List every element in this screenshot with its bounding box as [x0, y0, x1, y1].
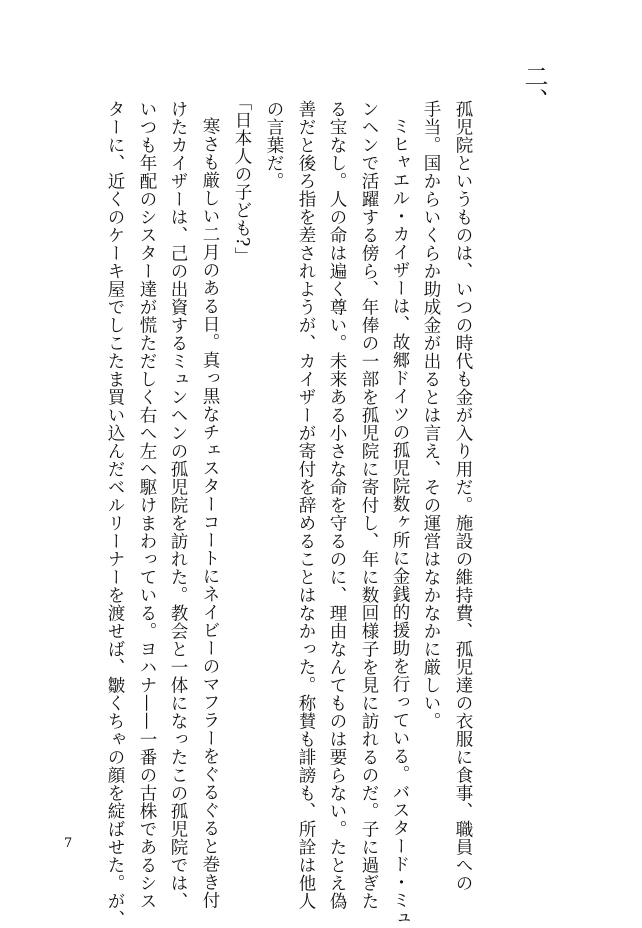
chapter-heading: 二、	[520, 64, 548, 112]
text-column-5: る宝なし。人の命は遍く尊い。未来ある小さな命を守るのに、理由なんてものは要らない。たとえ偽	[327, 100, 347, 910]
text-column-6: 善だと後ろ指を差されようが、カイザーが寄付を辞めることはなかった。称賛も誹謗も、所詮は他人	[296, 100, 316, 910]
text-column-11: いつも年配のシスター達が慌ただしく右へ左へ駆けまわっている。ヨハナ——一番の古株であるシス	[137, 100, 157, 910]
page-number: 7	[64, 836, 73, 851]
text-column-1: 孤児院というものは、いつの時代も金が入り用だ。施設の維持費、孤児達の衣服に食事、職員への	[453, 100, 473, 892]
text-column-9: 寒さも厳しい二月のある日。真っ黒なチェスターコートにネイビーのマフラーをぐるぐると巻き付	[200, 117, 220, 909]
text-column-12: ターに、近くのケーキ屋でしこたま買い込んだベルリーナーを渡せば、皺くちゃの顔を綻ばせた。が、	[105, 100, 125, 928]
text-column-7: の言葉だ。	[264, 100, 284, 190]
text-column-2: 手当。国からいくらか助成金が出るとは言え、その運営はなかなかに厳しい。	[421, 100, 441, 730]
text-column-10: けたカイザーは、己の出資するミュンヘンの孤児院を訪れた。教会と一体になったこの孤児院では、	[168, 100, 188, 910]
text-column-4: ンヘンで活躍する傍ら、年俸の一部を孤児院に寄付し、年に数回様子を見に訪れるのだ。子に過ぎた	[359, 100, 379, 910]
text-column-3: ミヒャエル・カイザーは、故郷ドイツの孤児院数ヶ所に金銭的援助を行っている。バスタード・ミュ	[390, 117, 410, 927]
text-column-8: 「日本人の子ども?」	[232, 93, 252, 265]
